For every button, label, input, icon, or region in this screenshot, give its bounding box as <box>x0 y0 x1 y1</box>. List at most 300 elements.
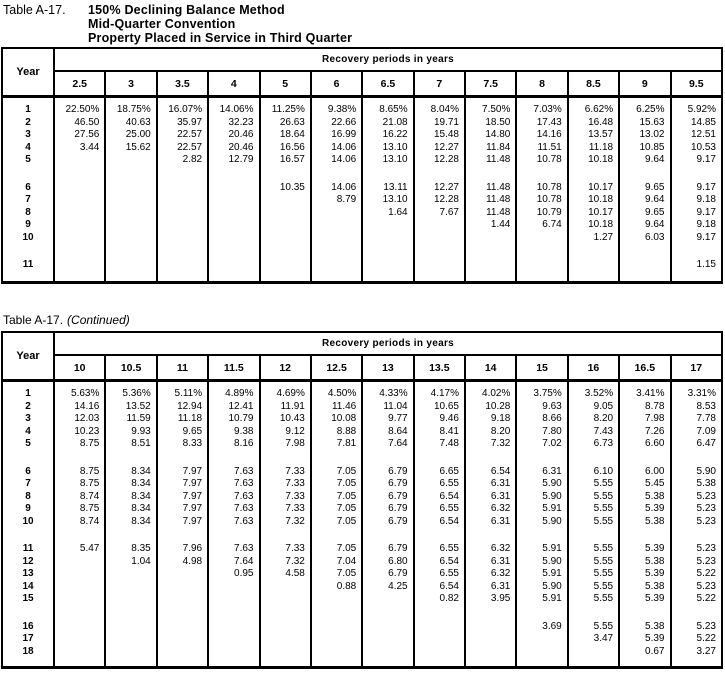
empty-cell <box>414 381 465 389</box>
value-cell: 6.54 <box>414 516 465 529</box>
table-row <box>2 142 722 155</box>
value-cell: 8.78 <box>619 401 670 414</box>
value-cell <box>54 621 105 634</box>
value-cell: 6.79 <box>362 516 413 529</box>
empty-cell <box>54 658 105 668</box>
value-cell: 8.64 <box>362 426 413 439</box>
period-header-cell: 6.5 <box>362 71 413 97</box>
empty-cell <box>465 528 516 543</box>
value-cell: 10.79 <box>516 207 567 220</box>
value-cell: 7.97 <box>157 478 208 491</box>
table-row <box>2 646 722 659</box>
value-cell: 5.39 <box>619 503 670 516</box>
value-cell: 6.54 <box>414 556 465 569</box>
value-cell: 14.85 <box>671 117 723 130</box>
value-cell: 10.18 <box>568 219 619 232</box>
value-cell: 16.56 <box>260 142 311 155</box>
value-cell: 6.54 <box>414 491 465 504</box>
value-cell: 6.55 <box>414 543 465 556</box>
value-cell: 8.34 <box>105 466 156 479</box>
value-cell: 14.80 <box>465 129 516 142</box>
value-cell: 5.38 <box>619 491 670 504</box>
value-cell: 8.35 <box>105 543 156 556</box>
empty-cell <box>362 528 413 543</box>
empty-cell <box>465 451 516 466</box>
table-row <box>2 466 722 479</box>
value-cell: 10.78 <box>516 182 567 195</box>
value-cell <box>105 219 156 232</box>
value-cell: 5.91 <box>516 543 567 556</box>
year-cell: 6 <box>2 466 54 479</box>
empty-cell <box>465 381 516 389</box>
value-cell: 27.56 <box>54 129 105 142</box>
value-cell: 6.10 <box>568 466 619 479</box>
empty-cell <box>465 272 516 283</box>
spacer-row <box>2 244 722 259</box>
value-cell <box>208 259 259 272</box>
empty-cell <box>516 167 567 182</box>
value-cell <box>157 646 208 659</box>
empty-cell <box>465 167 516 182</box>
value-cell <box>54 646 105 659</box>
value-cell <box>260 219 311 232</box>
empty-cell <box>208 528 259 543</box>
value-cell <box>465 621 516 634</box>
year-cell: 12 <box>2 556 54 569</box>
value-cell: 12.03 <box>54 413 105 426</box>
value-cell: 13.10 <box>362 154 413 167</box>
value-cell: 5.92% <box>671 104 723 117</box>
year-cell: 14 <box>2 581 54 594</box>
value-cell: 8.34 <box>105 503 156 516</box>
value-cell: 8.75 <box>54 438 105 451</box>
value-cell: 7.63 <box>208 491 259 504</box>
value-cell: 5.55 <box>568 593 619 606</box>
value-cell: 11.46 <box>311 401 362 414</box>
value-cell: 22.57 <box>157 142 208 155</box>
value-cell <box>362 232 413 245</box>
empty-cell <box>362 381 413 389</box>
value-cell: 19.71 <box>414 117 465 130</box>
value-cell: 11.25% <box>260 104 311 117</box>
table-row <box>2 104 722 117</box>
value-cell <box>157 259 208 272</box>
value-cell <box>465 646 516 659</box>
empty-cell <box>568 451 619 466</box>
value-cell: 7.97 <box>157 491 208 504</box>
value-cell: 10.17 <box>568 182 619 195</box>
value-cell: 6.54 <box>414 581 465 594</box>
value-cell: 0.88 <box>311 581 362 594</box>
value-cell: 7.97 <box>157 466 208 479</box>
value-cell: 5.38 <box>619 556 670 569</box>
value-cell: 5.55 <box>568 581 619 594</box>
value-cell: 5.22 <box>671 633 723 646</box>
spacer-row <box>2 167 722 182</box>
value-cell <box>362 621 413 634</box>
value-cell: 0.82 <box>414 593 465 606</box>
year-cell: 8 <box>2 207 54 220</box>
value-cell: 8.34 <box>105 516 156 529</box>
empty-cell <box>208 606 259 621</box>
value-cell: 10.08 <box>311 413 362 426</box>
value-cell: 9.12 <box>260 426 311 439</box>
empty-cell <box>568 167 619 182</box>
spacer-row <box>2 451 722 466</box>
value-cell: 6.73 <box>568 438 619 451</box>
period-header-cell: 16 <box>568 355 619 381</box>
table-row <box>2 401 722 414</box>
empty-cell <box>311 528 362 543</box>
value-cell: 12.27 <box>414 142 465 155</box>
value-cell: 6.54 <box>465 466 516 479</box>
period-header-cell: 8.5 <box>568 71 619 97</box>
empty-cell <box>568 658 619 668</box>
period-header-cell: 16.5 <box>619 355 670 381</box>
empty-cell <box>619 97 670 105</box>
period-header-cell: 9 <box>619 71 670 97</box>
document-title <box>3 3 352 45</box>
value-cell: 12.28 <box>414 154 465 167</box>
continued-table-label: Table A-17. <box>3 313 64 327</box>
value-cell: 9.64 <box>619 154 670 167</box>
period-header-cell: 12 <box>260 355 311 381</box>
period-header-cell: 2.5 <box>54 71 105 97</box>
value-cell: 6.31 <box>465 491 516 504</box>
value-cell: 7.04 <box>311 556 362 569</box>
recovery-periods-header-cell: Recovery periods in years <box>54 48 722 71</box>
year-cell: 4 <box>2 426 54 439</box>
value-cell <box>157 581 208 594</box>
value-cell: 6.32 <box>465 568 516 581</box>
empty-cell <box>568 606 619 621</box>
value-cell <box>260 259 311 272</box>
table-row <box>2 219 722 232</box>
period-header-cell: 7.5 <box>465 71 516 97</box>
value-cell: 5.90 <box>671 466 723 479</box>
value-cell: 6.79 <box>362 568 413 581</box>
value-cell: 4.17% <box>414 388 465 401</box>
empty-cell <box>619 606 670 621</box>
empty-cell <box>516 606 567 621</box>
value-cell: 0.95 <box>208 568 259 581</box>
value-cell <box>260 207 311 220</box>
value-cell: 7.05 <box>311 543 362 556</box>
value-cell: 10.79 <box>208 413 259 426</box>
value-cell: 6.32 <box>465 503 516 516</box>
empty-cell <box>311 97 362 105</box>
header-row-span <box>2 332 722 355</box>
value-cell: 10.35 <box>260 182 311 195</box>
value-cell: 9.38 <box>208 426 259 439</box>
value-cell: 7.63 <box>208 466 259 479</box>
value-cell: 7.97 <box>157 503 208 516</box>
value-cell: 5.91 <box>516 568 567 581</box>
value-cell: 10.28 <box>465 401 516 414</box>
value-cell: 5.38 <box>619 581 670 594</box>
period-header-cell: 11.5 <box>208 355 259 381</box>
value-cell <box>105 154 156 167</box>
value-cell: 7.05 <box>311 503 362 516</box>
year-cell: 5 <box>2 438 54 451</box>
value-cell: 9.77 <box>362 413 413 426</box>
empty-cell <box>208 244 259 259</box>
value-cell: 7.05 <box>311 491 362 504</box>
value-cell: 5.55 <box>568 568 619 581</box>
value-cell <box>362 633 413 646</box>
value-cell <box>54 154 105 167</box>
value-cell: 11.84 <box>465 142 516 155</box>
empty-cell <box>311 451 362 466</box>
table-row <box>2 633 722 646</box>
value-cell <box>105 207 156 220</box>
value-cell: 7.50% <box>465 104 516 117</box>
empty-cell <box>414 97 465 105</box>
value-cell <box>414 633 465 646</box>
empty-cell <box>157 658 208 668</box>
value-cell: 4.33% <box>362 388 413 401</box>
value-cell: 6.62% <box>568 104 619 117</box>
value-cell <box>157 568 208 581</box>
year-cell: 11 <box>2 543 54 556</box>
value-cell: 8.74 <box>54 516 105 529</box>
value-cell: 6.55 <box>414 503 465 516</box>
year-cell: 7 <box>2 478 54 491</box>
value-cell: 5.39 <box>619 568 670 581</box>
empty-cell <box>414 272 465 283</box>
empty-cell <box>516 381 567 389</box>
value-cell <box>54 232 105 245</box>
value-cell: 10.17 <box>568 207 619 220</box>
spacer-row <box>2 528 722 543</box>
value-cell: 7.63 <box>208 503 259 516</box>
value-cell <box>208 593 259 606</box>
value-cell: 1.64 <box>362 207 413 220</box>
period-header-cell: 10 <box>54 355 105 381</box>
value-cell: 4.25 <box>362 581 413 594</box>
value-cell: 1.27 <box>568 232 619 245</box>
value-cell <box>311 621 362 634</box>
empty-cell <box>465 244 516 259</box>
value-cell: 7.05 <box>311 466 362 479</box>
empty-cell <box>619 381 670 389</box>
value-cell: 7.78 <box>671 413 723 426</box>
year-cell: 9 <box>2 219 54 232</box>
empty-cell <box>2 658 54 668</box>
empty-cell <box>105 658 156 668</box>
pad-row <box>2 658 722 668</box>
value-cell <box>362 593 413 606</box>
value-cell <box>362 259 413 272</box>
value-cell: 17.43 <box>516 117 567 130</box>
value-cell: 7.33 <box>260 466 311 479</box>
value-cell: 20.46 <box>208 142 259 155</box>
value-cell: 6.31 <box>465 516 516 529</box>
empty-cell <box>105 272 156 283</box>
period-header-cell: 10.5 <box>105 355 156 381</box>
value-cell: 3.41% <box>619 388 670 401</box>
value-cell: 7.98 <box>260 438 311 451</box>
empty-cell <box>516 272 567 283</box>
value-cell: 18.75% <box>105 104 156 117</box>
empty-cell <box>157 528 208 543</box>
year-cell: 10 <box>2 516 54 529</box>
table-row <box>2 129 722 142</box>
empty-cell <box>157 381 208 389</box>
empty-cell <box>362 167 413 182</box>
value-cell <box>54 568 105 581</box>
value-cell: 7.64 <box>208 556 259 569</box>
value-cell: 10.78 <box>516 194 567 207</box>
empty-cell <box>260 381 311 389</box>
empty-cell <box>671 658 723 668</box>
period-header-cell: 4 <box>208 71 259 97</box>
value-cell: 5.23 <box>671 581 723 594</box>
value-cell: 7.09 <box>671 426 723 439</box>
value-cell <box>54 219 105 232</box>
empty-cell <box>2 451 54 466</box>
empty-cell <box>568 244 619 259</box>
value-cell <box>105 194 156 207</box>
value-cell: 13.10 <box>362 142 413 155</box>
value-cell: 26.63 <box>260 117 311 130</box>
value-cell: 5.55 <box>568 478 619 491</box>
year-cell: 11 <box>2 259 54 272</box>
value-cell <box>105 259 156 272</box>
period-header-cell: 3.5 <box>157 71 208 97</box>
value-cell: 6.47 <box>671 438 723 451</box>
value-cell: 8.34 <box>105 478 156 491</box>
value-cell: 7.33 <box>260 503 311 516</box>
value-cell: 25.00 <box>105 129 156 142</box>
table-row <box>2 581 722 594</box>
empty-cell <box>568 97 619 105</box>
value-cell: 7.33 <box>260 478 311 491</box>
empty-cell <box>54 381 105 389</box>
value-cell <box>105 633 156 646</box>
value-cell <box>157 182 208 195</box>
empty-cell <box>516 244 567 259</box>
value-cell: 5.22 <box>671 568 723 581</box>
value-cell: 6.31 <box>516 466 567 479</box>
value-cell: 3.95 <box>465 593 516 606</box>
table-row <box>2 556 722 569</box>
value-cell <box>157 207 208 220</box>
empty-cell <box>2 167 54 182</box>
value-cell: 10.18 <box>568 154 619 167</box>
table-row <box>2 388 722 401</box>
empty-cell <box>311 381 362 389</box>
value-cell: 6.32 <box>465 543 516 556</box>
table-row <box>2 259 722 272</box>
empty-cell <box>516 528 567 543</box>
value-cell: 6.79 <box>362 478 413 491</box>
year-cell: 9 <box>2 503 54 516</box>
value-cell: 5.91 <box>516 593 567 606</box>
table-row <box>2 568 722 581</box>
empty-cell <box>2 381 54 389</box>
value-cell: 8.04% <box>414 104 465 117</box>
value-cell: 11.48 <box>465 182 516 195</box>
value-cell: 40.63 <box>105 117 156 130</box>
empty-cell <box>260 606 311 621</box>
value-cell: 22.50% <box>54 104 105 117</box>
year-cell: 3 <box>2 129 54 142</box>
empty-cell <box>671 451 723 466</box>
value-cell: 14.16 <box>516 129 567 142</box>
table-row <box>2 232 722 245</box>
empty-cell <box>619 658 670 668</box>
empty-cell <box>362 244 413 259</box>
value-cell <box>157 633 208 646</box>
empty-cell <box>54 97 105 105</box>
year-cell: 3 <box>2 413 54 426</box>
value-cell: 5.55 <box>568 503 619 516</box>
year-cell: 5 <box>2 154 54 167</box>
value-cell: 8.41 <box>414 426 465 439</box>
empty-cell <box>2 272 54 283</box>
empty-cell <box>516 658 567 668</box>
value-cell <box>568 259 619 272</box>
empty-cell <box>208 658 259 668</box>
value-cell: 13.11 <box>362 182 413 195</box>
value-cell <box>260 232 311 245</box>
value-cell <box>311 259 362 272</box>
empty-cell <box>54 272 105 283</box>
value-cell <box>311 207 362 220</box>
value-cell: 6.55 <box>414 478 465 491</box>
value-cell <box>414 621 465 634</box>
value-cell: 3.52% <box>568 388 619 401</box>
value-cell: 5.45 <box>619 478 670 491</box>
value-cell: 10.43 <box>260 413 311 426</box>
value-cell: 4.50% <box>311 388 362 401</box>
value-cell: 7.81 <box>311 438 362 451</box>
value-cell <box>465 232 516 245</box>
empty-cell <box>362 272 413 283</box>
title-line-quarter: Property Placed in Service in Third Quarter <box>88 31 353 45</box>
value-cell: 5.23 <box>671 503 723 516</box>
empty-cell <box>2 606 54 621</box>
empty-cell <box>157 272 208 283</box>
value-cell: 6.79 <box>362 466 413 479</box>
value-cell: 5.23 <box>671 491 723 504</box>
year-cell: 2 <box>2 117 54 130</box>
value-cell: 7.64 <box>362 438 413 451</box>
empty-cell <box>105 381 156 389</box>
value-cell <box>157 219 208 232</box>
empty-cell <box>260 451 311 466</box>
value-cell: 4.98 <box>157 556 208 569</box>
value-cell: 7.02 <box>516 438 567 451</box>
value-cell: 46.50 <box>54 117 105 130</box>
value-cell: 12.94 <box>157 401 208 414</box>
value-cell <box>157 593 208 606</box>
value-cell <box>208 633 259 646</box>
value-cell <box>208 194 259 207</box>
value-cell <box>414 259 465 272</box>
continued-note: (Continued) <box>67 313 130 327</box>
value-cell: 7.63 <box>208 516 259 529</box>
value-cell: 6.03 <box>619 232 670 245</box>
value-cell <box>208 581 259 594</box>
value-cell: 8.34 <box>105 491 156 504</box>
value-cell: 4.89% <box>208 388 259 401</box>
value-cell <box>311 646 362 659</box>
value-cell: 12.28 <box>414 194 465 207</box>
value-cell <box>516 646 567 659</box>
value-cell: 4.58 <box>260 568 311 581</box>
